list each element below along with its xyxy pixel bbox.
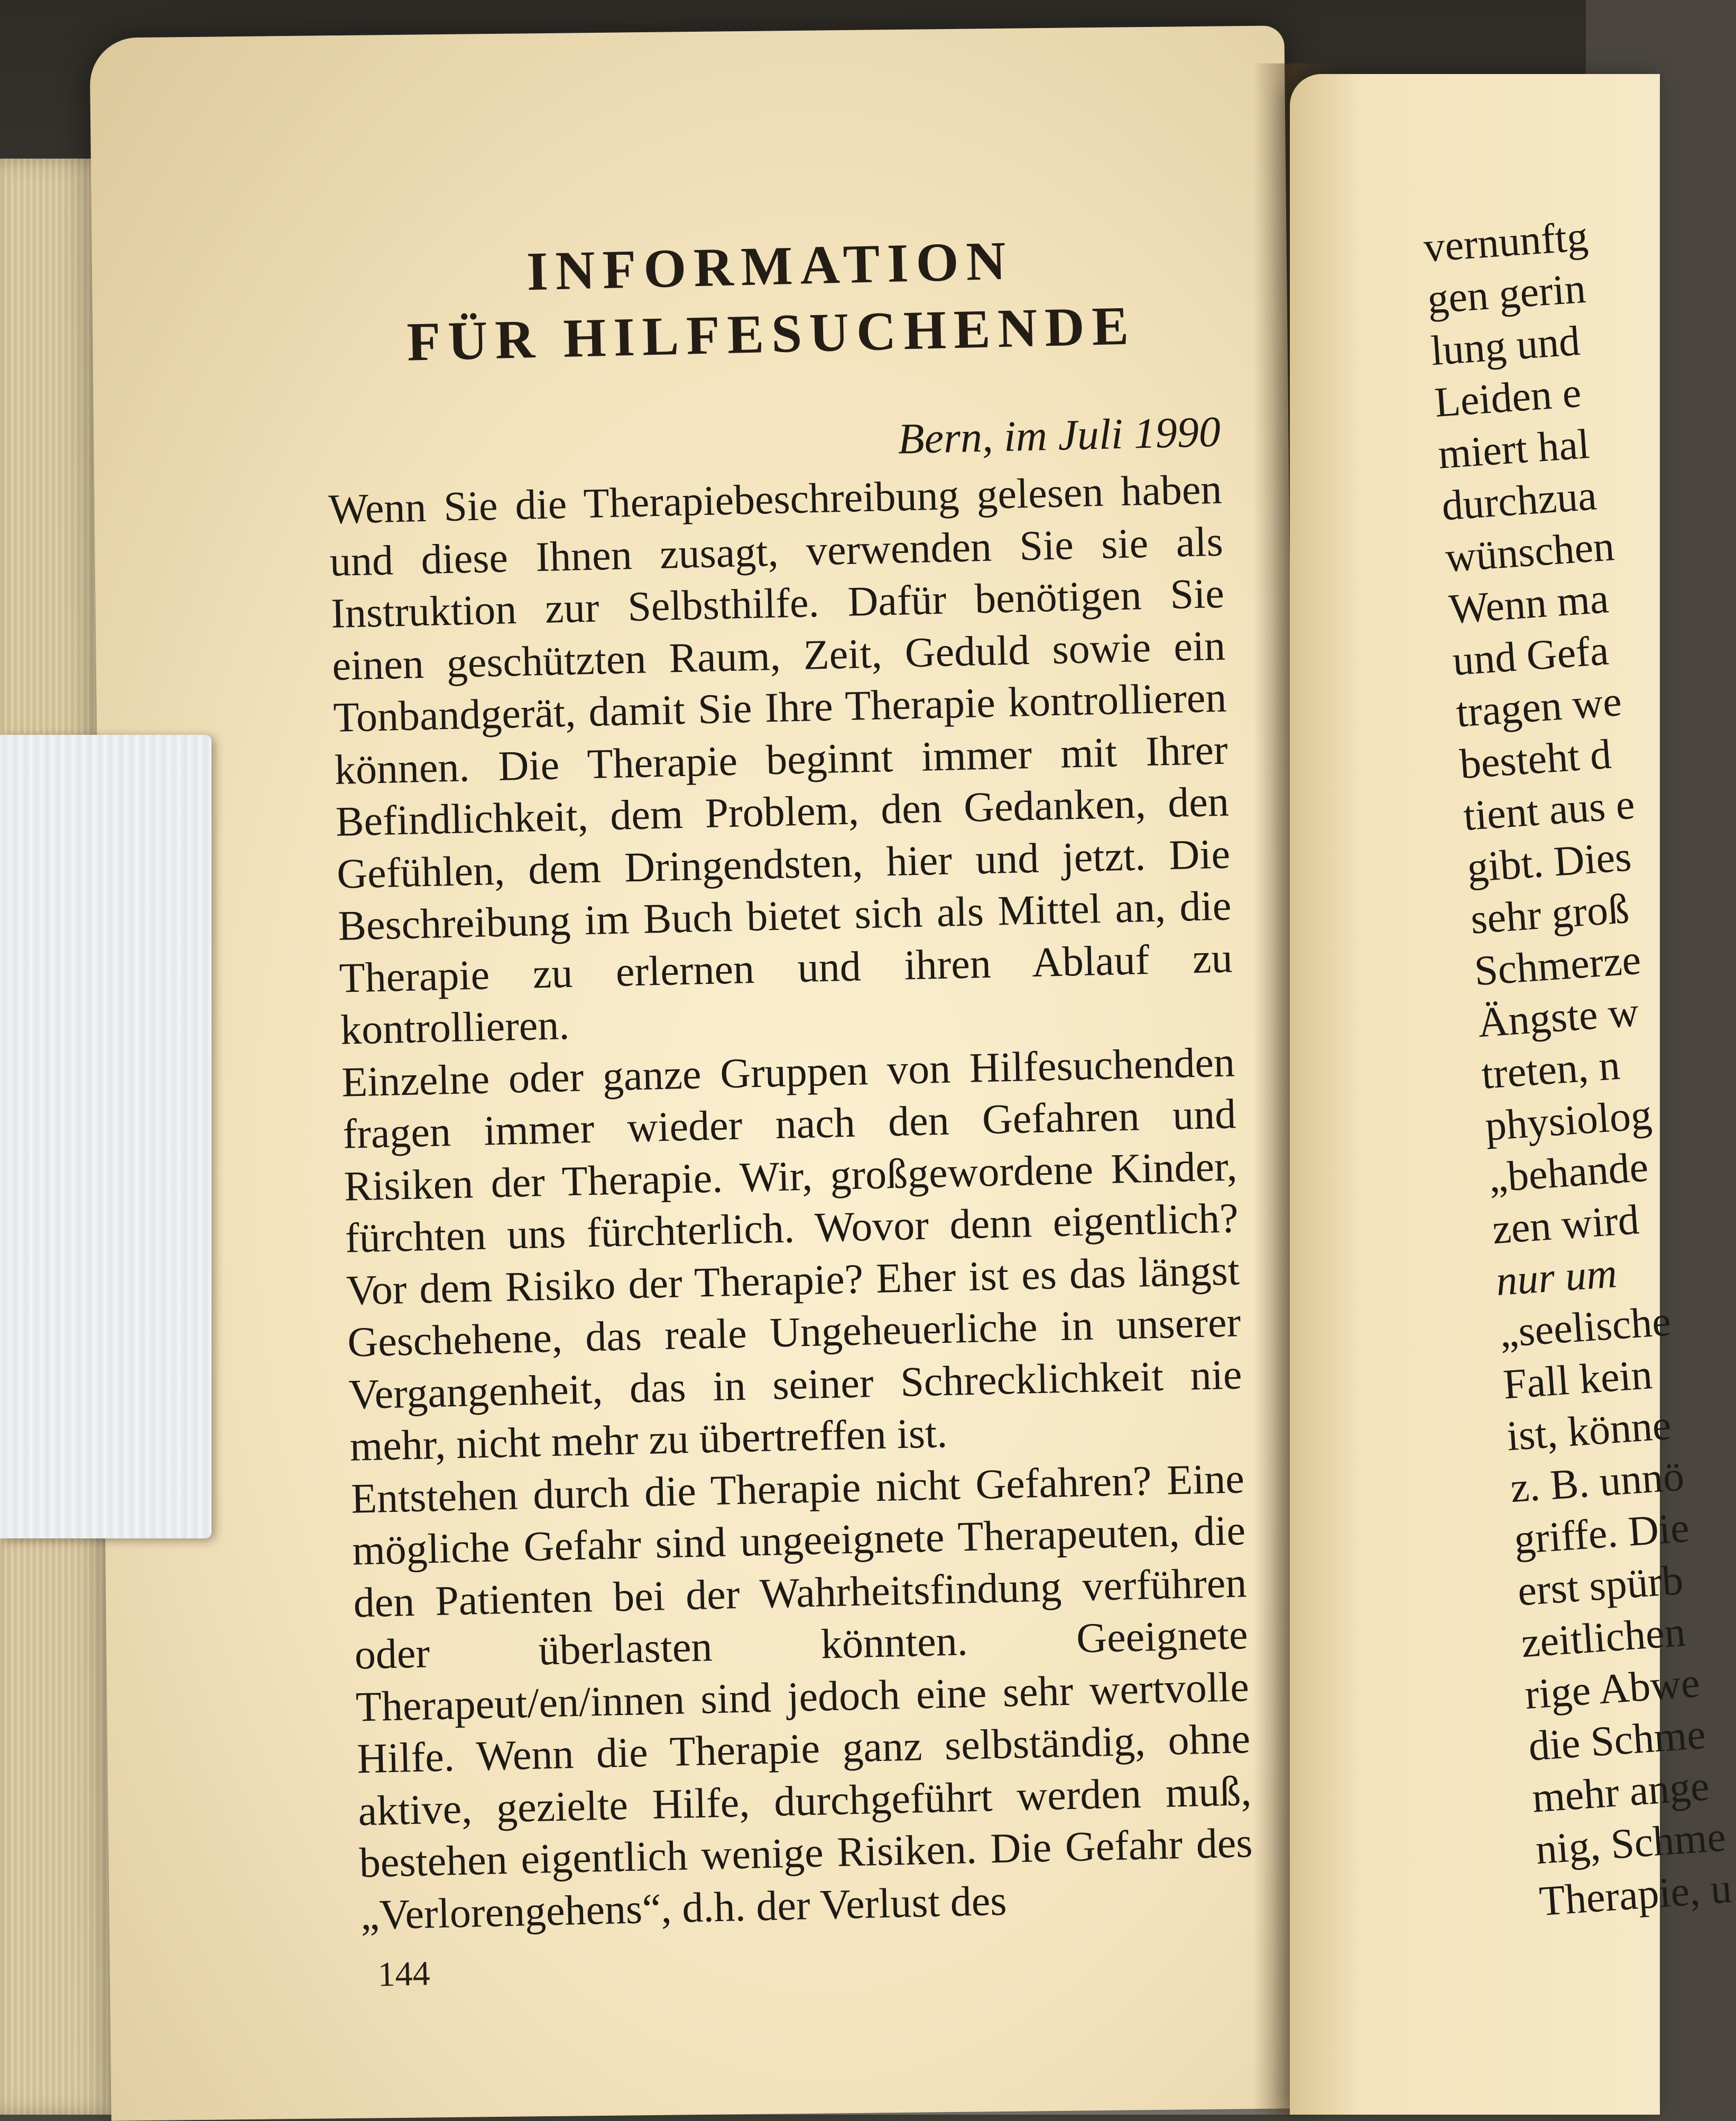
right-line: nig, Schme (1534, 1813, 1728, 1874)
right-line: gen gerin (1426, 265, 1587, 323)
chapter-title-line-1: INFORMATION (526, 230, 1014, 302)
right-line: Therapie, u (1538, 1865, 1733, 1925)
left-page-text (322, 223, 1256, 2029)
right-line: treten, n (1480, 1041, 1622, 1098)
right-line: und Gefa (1451, 627, 1610, 685)
bookmark-paper-stack (0, 735, 211, 1538)
chapter-title-line-2: FÜR HILFESUCHENDE (406, 295, 1137, 373)
right-line: Leiden e (1433, 369, 1583, 427)
right-line: griffe. Die (1512, 1504, 1691, 1563)
right-line: ist, könne (1505, 1401, 1673, 1460)
page-number: 144 (377, 1954, 431, 1994)
paragraph-1: Wenn Sie die Therapiebeschreibung gelesen haben und diese Ihnen zusagt, verwenden Sie sie als Instruktion zur Selbsthilfe. Dafür benötigen Sie einen geschützten Raum, Zeit, Geduld sowie ein Tonbandgerät, damit Sie Ihre Therapie kontrollieren können. Die Therapie beginnt immer mit Ihrer Befindlichkeit, dem Problem, den Gedanken, den Gefühlen, dem Dringendsten, hier und jetzt. Die Beschreibung im Buch bietet sich als Mittel an, die Therapie zu erlernen und ihren Ablauf zu kontrollieren. (328, 466, 1233, 1054)
right-line: tient aus e (1462, 781, 1637, 840)
right-line: durchzua (1440, 472, 1599, 530)
right-line: sehr groß (1469, 885, 1631, 943)
right-line: tragen we (1454, 678, 1623, 736)
right-line: „seelische (1498, 1298, 1673, 1357)
right-line: lung und (1429, 317, 1582, 375)
right-line: gibt. Dies (1465, 833, 1633, 891)
right-line: wünschen (1444, 523, 1616, 582)
right-line: nur um (1494, 1250, 1619, 1305)
right-line: mehr ange (1530, 1763, 1711, 1822)
paragraph-2: Einzelne oder ganze Gruppen von Hilfesuchenden fragen immer wieder nach den Gefahren und Risiken der Therapie. Wir, großgewordene Kinder, fürchten uns fürchterlich. Wovor denn eigentlich? Vor dem Risiko der Therapie? Eher ist es das längst Geschehene, das reale Ungeheuerliche in unserer Vergangenheit, das in seiner Schrecklichkeit nie mehr, nicht mehr zu übertreffen ist. (341, 1038, 1243, 1470)
right-line: Wenn ma (1447, 575, 1610, 633)
right-line: physiolog (1483, 1091, 1654, 1150)
right-line: z. B. unnö (1509, 1453, 1686, 1512)
right-line: Schmerze (1473, 936, 1642, 995)
right-line: Ängste w (1476, 989, 1640, 1047)
right-line: zen wird (1491, 1196, 1641, 1253)
right-line: miert hal (1436, 421, 1591, 478)
right-line: die Schme (1527, 1711, 1707, 1770)
dateline: Bern, im Juli 1990 (897, 407, 1221, 463)
right-line: rige Abwe (1523, 1659, 1702, 1719)
right-line: „behande (1487, 1144, 1650, 1202)
right-line: zeitlichen (1519, 1608, 1687, 1667)
chapter-title (322, 223, 1218, 378)
right-line: erst spürb (1516, 1556, 1685, 1615)
right-line: vernunftg (1422, 213, 1590, 271)
right-line: Fall kein (1501, 1351, 1654, 1408)
paragraph-3: Entstehen durch die Therapie nicht Gefahren? Eine mögliche Gefahr sind ungeeignete Therapeuten, die den Patienten bei der Wahrheitsfindung verführen oder überlasten könnten. Geeignete Therapeut/en/innen sind jedoch eine sehr wertvolle Hilfe. Wenn die Therapie ganz selbständig, ohne aktive, gezielte Hilfe, durchgeführt werden muß, bestehen eigentlich wenige Risiken. Die Gefahr des „Verlorengehens“, d.h. der Verlust des (350, 1455, 1253, 1939)
right-line: besteht d (1458, 731, 1613, 788)
